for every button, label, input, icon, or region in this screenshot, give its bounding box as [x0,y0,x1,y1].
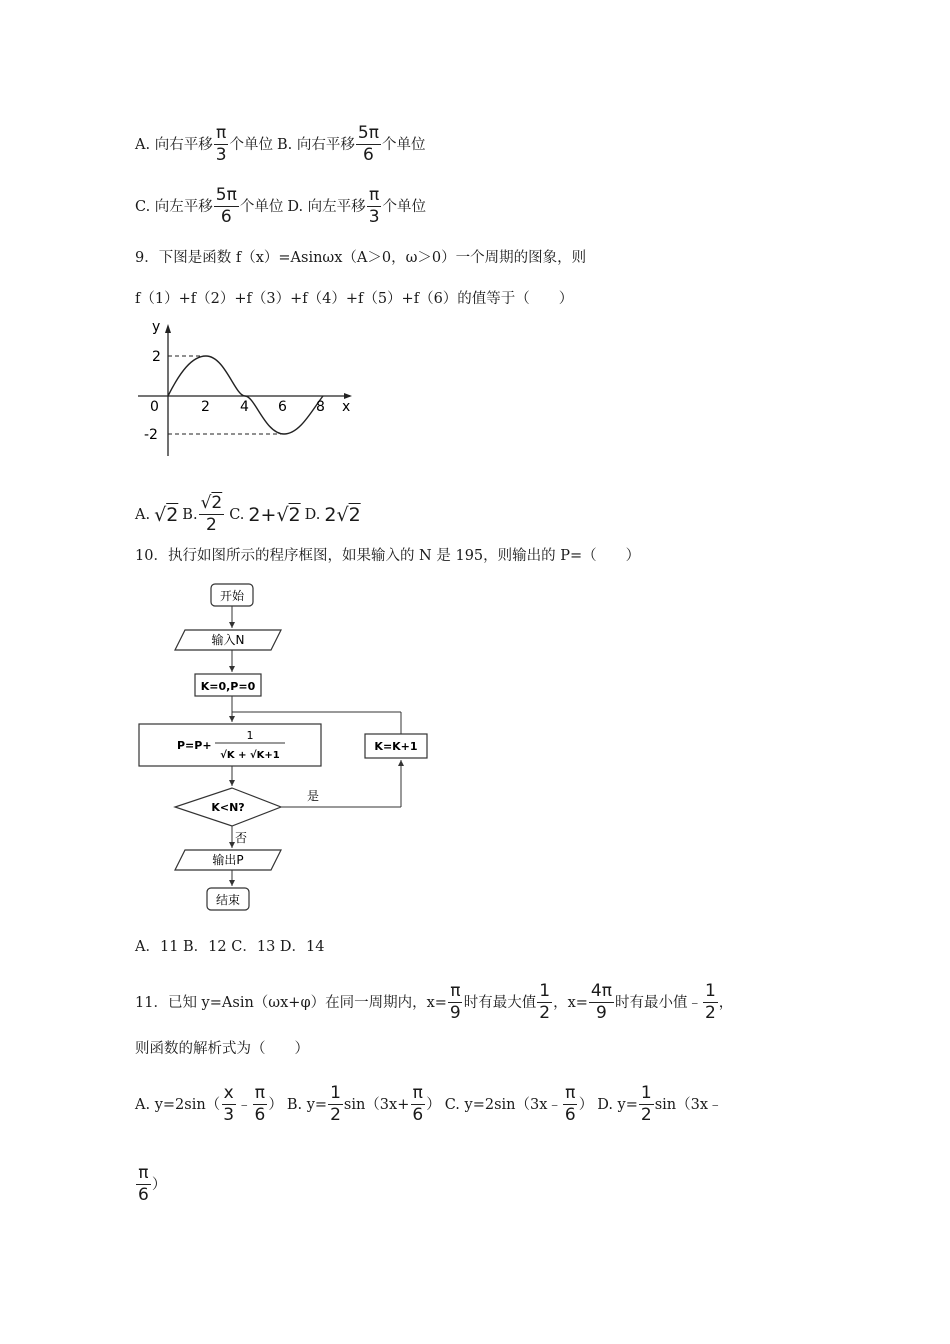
fraction: $\frac{\pi}{6}$ [138,1163,149,1205]
fraction: $\frac{1}{2}$ [539,981,551,1023]
fraction: $\frac{1}{2}$ [640,1083,652,1125]
flow-input-label: 输入N [211,633,245,647]
sqrt-expression: 2 √ 2 [324,503,361,526]
x-tick-label: 2 [201,399,210,415]
fraction: $\frac{\pi}{6}$ [254,1083,266,1125]
flow-init-label: K=0,P=0 [200,680,256,693]
q10-options: A．11 B．12 C．13 D．14 [135,939,325,955]
flow-increment-label: K=K+1 [374,740,418,753]
fraction: $\frac{1}{2}$ [704,981,716,1023]
q9-stem-line1: 9．下图是函数 f（x）=Asinωx（A＞0，ω＞0）一个周期的图象，则 [135,250,587,266]
fraction: $\frac{√2}{2}$ [200,493,223,535]
q11-stem-line2: 则函数的解析式为（ ） [135,1041,309,1057]
q8-opt-c-label: C. 向左平移 [135,198,213,215]
x-axis-label: x [342,399,351,415]
x-tick-label: 4 [240,399,249,415]
flow-no-label: 否 [235,831,248,845]
fraction: $\frac{1}{2}$ [330,1083,341,1125]
q9-options: A. √ 2 B. $\frac{√2}{2}$ C. 2+ √ 2 D. 2 √ 2 [135,493,361,535]
flow-assign-label: P=P+ [177,739,212,752]
fraction: $\frac{\pi}{6}$ [412,1083,424,1125]
q8-opt-d-label: D. 向左平移 [287,198,366,215]
y-tick-label: -2 [144,427,158,443]
q8-opt-b-label: B. 向右平移 [277,136,355,153]
y-axis-label: y [152,319,161,335]
flow-yes-label: 是 [307,789,320,803]
sqrt-expression: 2+ √ 2 [248,503,301,526]
flow-assign-den: √K + √K+1 [220,750,280,761]
flow-start-label: 开始 [219,589,245,603]
x-tick-label: 6 [278,399,287,415]
q8-options-ab: A. 向右平移 $\frac{\pi}{3}$ 个单位 B. 向右平移 $\frac{5\pi}{6}$ 个单位 [135,123,426,165]
fraction: $\frac{5\pi}{6}$ [357,123,379,165]
fraction: $\frac{\pi}{3}$ [215,123,227,165]
flow-assign-num: 1 [246,729,254,742]
q9-stem-line2: f（1）+f（2）+f（3）+f（4）+f（5）+f（6）的值等于（ ） [135,291,574,307]
q11-option-d-continuation: $\frac{\pi}{6}$ ） [138,1163,167,1205]
fraction: $\frac{4\pi}{9}$ [590,981,612,1023]
sine-graph [130,318,360,463]
sine-curve [168,356,323,434]
origin-label: 0 [150,399,159,415]
flow-end-label: 结束 [215,893,241,907]
q8-options-cd: C. 向左平移 $\frac{5\pi}{6}$ 个单位 D. 向左平移 $\frac{\pi}{3}$ 个单位 [135,185,427,227]
sqrt-expression: √ 2 [154,503,179,526]
y-tick-label: 2 [152,349,161,365]
fraction: $\frac{\pi}{3}$ [368,185,380,227]
fraction: $\frac{5\pi}{6}$ [215,185,237,227]
flowchart [135,578,435,918]
flow-output-label: 输出P [212,853,244,867]
q10-stem: 10．执行如图所示的程序框图，如果输入的 N 是 195，则输出的 P=（ ） [135,548,641,564]
fraction: $\frac{\pi}{6}$ [564,1083,576,1125]
y-axis-arrow [165,324,171,333]
flow-decision-label: K<N? [211,801,245,814]
q8-opt-a-label: A. 向右平移 [135,136,213,153]
x-tick-label: 8 [316,399,325,415]
fraction: $\frac{x}{3}$ [223,1083,235,1125]
fraction: $\frac{\pi}{9}$ [449,981,461,1023]
q11-options: A. y=2sin（ $\frac{x}{3}$ ﹣ $\frac{\pi}{6}$ ） B. y= $\frac{1}{2}$ sin（3x+ $\frac{\pi}{6}$ ） C. y=2sin（3x﹣ $\frac{\pi}{6}$ ） D. y= $\frac{1}{2}$ sin（3x﹣ [135,1083,723,1125]
q11-stem-line1: 11．已知 y=Asin（ωx+φ）在同一周期内，x= $\frac{\pi}{9}$ 时有最大值 $\frac{1}{2}$ ，x= $\frac{4\pi}{9}$ 时有最小值﹣ $\frac{1}{2}$ ， [135,981,734,1023]
